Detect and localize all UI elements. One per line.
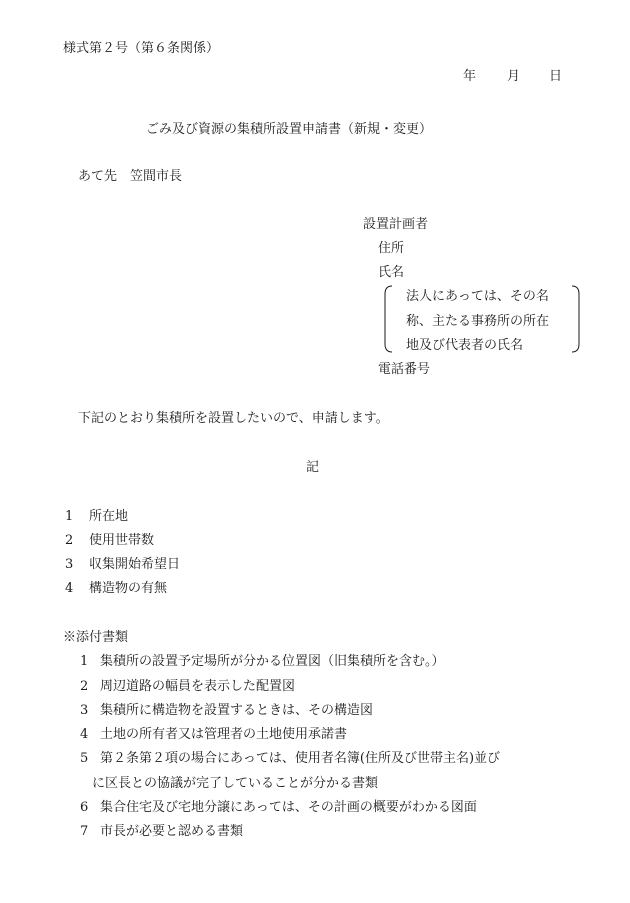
attachment-text: 集合住宅及び宅地分譲にあっては、その計画の概要がわかる図面 (100, 800, 477, 815)
list-item (80, 704, 373, 717)
attachments-heading: ※添付書類 (63, 630, 129, 645)
item-number: 4 (65, 581, 74, 596)
corporate-note-line-1: 法人にあっては、その名 (406, 289, 549, 304)
list-item (80, 680, 295, 693)
list-item (65, 534, 154, 547)
ki-heading: 記 (306, 460, 320, 475)
corporate-note (384, 284, 580, 354)
addressee: あて先 笠間市長 (78, 169, 183, 184)
item-label: 所在地 (89, 509, 129, 524)
date-day: 日 (549, 69, 563, 84)
attachment-text: 土地の所有者又は管理者の土地使用承諾書 (100, 727, 348, 742)
date-month: 月 (507, 69, 521, 84)
phone-label: 電話番号 (378, 362, 431, 377)
list-item (80, 825, 243, 838)
item-label: 構造物の有無 (89, 581, 168, 596)
applicant-heading: 設置計画者 (363, 217, 429, 232)
attachment-number: 7 (80, 824, 89, 839)
attachment-continuation: に区長との協議が完了していることが分かる書類 (92, 776, 379, 791)
item-number: 3 (65, 557, 74, 572)
list-item (80, 728, 347, 741)
attachment-text: 集積所に構造物を設置するときは、その構造図 (100, 703, 374, 718)
list-item (80, 801, 477, 814)
corporate-note-line-3: 地及び代表者の氏名 (406, 338, 524, 353)
attachment-text: 第２条第２項の場合にあっては、使用者名簿(住所及び世帯主名)並び (100, 751, 501, 766)
list-item (65, 558, 180, 571)
attachment-number: 5 (80, 751, 89, 766)
attachment-text: 市長が必要と認める書類 (100, 824, 244, 839)
item-label: 使用世帯数 (89, 533, 155, 548)
list-item (80, 655, 445, 668)
attachment-number: 3 (80, 703, 89, 718)
intro-text: 下記のとおり集積所を設置したいので、申請します。 (78, 411, 389, 426)
list-item (65, 510, 128, 523)
attachment-text: 周辺道路の幅員を表示した配置図 (100, 679, 296, 694)
attachment-number: 4 (80, 727, 89, 742)
item-label: 収集開始希望日 (89, 557, 181, 572)
address-label: 住所 (378, 241, 405, 256)
document-title: ごみ及び資源の集積所設置申請書（新規・変更） (146, 122, 433, 137)
name-label: 氏名 (378, 265, 405, 280)
item-number: 2 (65, 533, 74, 548)
attachment-text: 集積所の設置予定場所が分かる位置図（旧集積所を含む。） (100, 654, 445, 669)
form-label: 様式第２号（第６条関係） (63, 41, 220, 56)
attachment-number: 2 (80, 679, 89, 694)
list-item (80, 752, 500, 765)
item-number: 1 (65, 509, 74, 524)
corporate-note-line-2: 称、主たる事務所の所在 (406, 314, 550, 329)
list-item (65, 582, 167, 595)
attachment-number: 6 (80, 800, 89, 815)
date-year: 年 (463, 69, 477, 84)
attachment-number: 1 (80, 654, 89, 669)
